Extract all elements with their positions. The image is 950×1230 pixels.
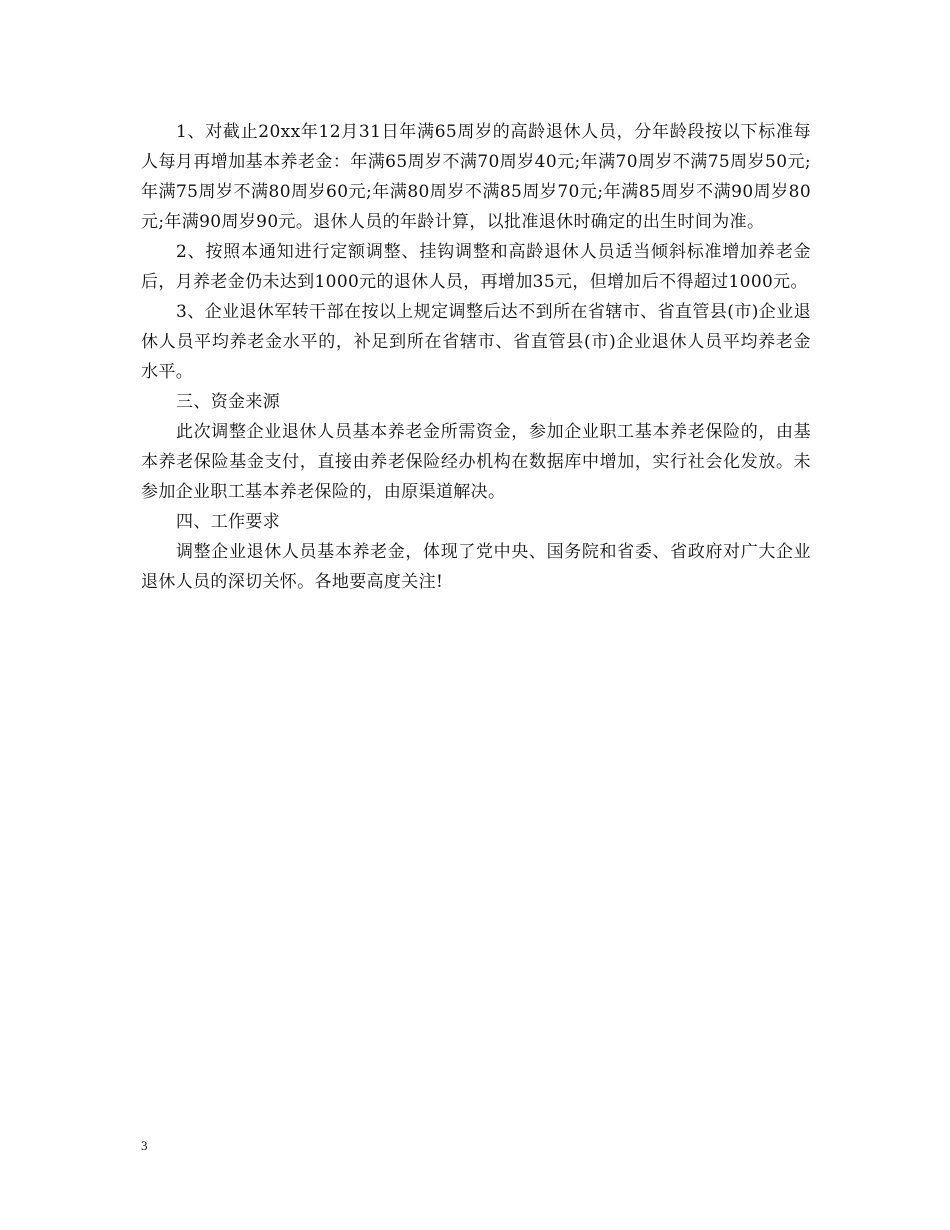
paragraph-funding: 此次调整企业退休人员基本养老金所需资金，参加企业职工基本养老保险的，由基本养老保险基金支付，直接由养老保险经办机构在数据库中增加，实行社会化发放。未参加企业职工基本养老保险的，由原渠道解决。 <box>141 422 811 502</box>
paragraph-item-3: 3、企业退休军转干部在按以上规定调整后达不到所在省辖市、省直管县(市)企业退休人员平均养老金水平的，补足到所在省辖市、省直管县(市)企业退休人员平均养老金水平。 <box>141 302 811 382</box>
section-heading-requirements: 四、工作要求 <box>176 512 281 532</box>
paragraph-item-1: 1、对截止20xx年12月31日年满65周岁的高龄退休人员，分年龄段按以下标准每人每月再增加基本养老金：年满65周岁不满70周岁40元;年满70周岁不满75周岁50元;年满75周岁不满80周岁60元;年满80周岁不满85周岁70元;年满85周岁不满90周岁80元;年满90周岁90元。退休人员的年龄计算，以批准退休时确定的出生时间为准。 <box>141 122 811 232</box>
document-body <box>141 117 811 597</box>
paragraph-requirements: 调整企业退休人员基本养老金，体现了党中央、国务院和省委、省政府对广大企业退休人员的深切关怀。各地要高度关注! <box>141 542 811 592</box>
section-heading-funding: 三、资金来源 <box>176 392 281 412</box>
paragraph-item-2: 2、按照本通知进行定额调整、挂钩调整和高龄退休人员适当倾斜标准增加养老金后，月养老金仍未达到1000元的退休人员，再增加35元，但增加后不得超过1000元。 <box>141 242 811 292</box>
page-number: 3 <box>141 1138 148 1153</box>
